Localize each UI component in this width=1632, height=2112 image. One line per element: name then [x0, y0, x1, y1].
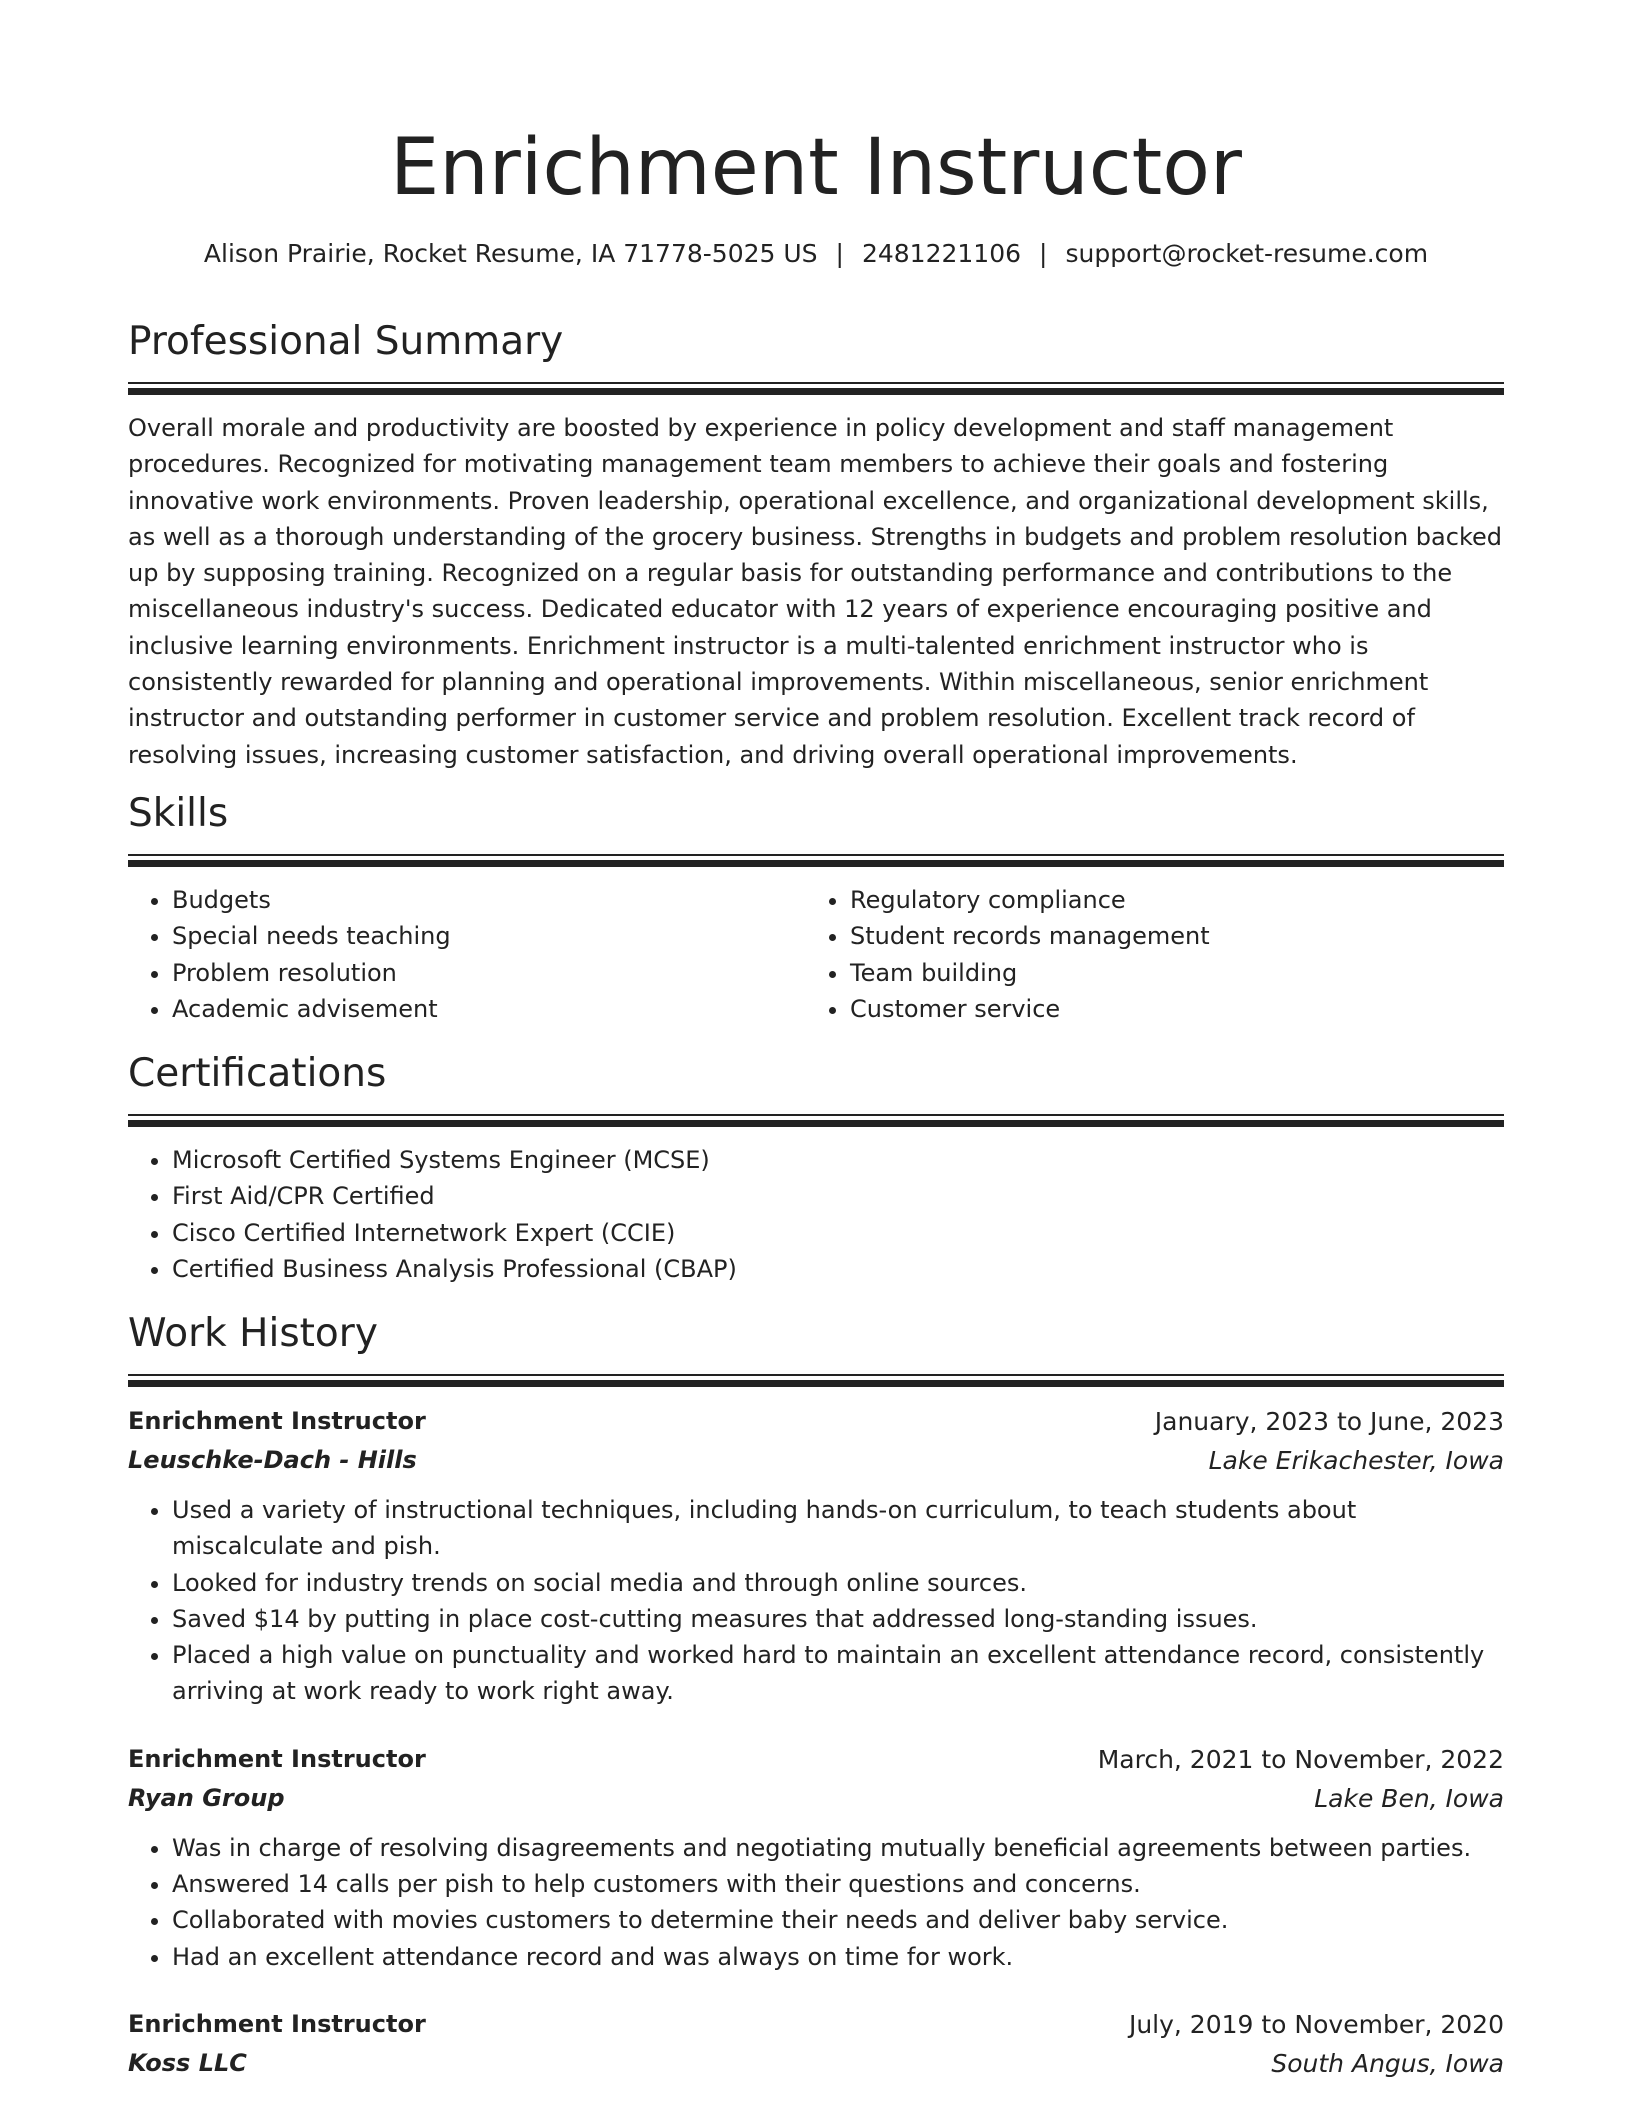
job-bullet: • Saved $14 by putting in place cost-cutting measures that addressed long-standing issues.	[172, 1601, 1504, 1637]
certification-item: • Cisco Certified Internetwork Expert (CCIE)	[172, 1215, 1504, 1251]
summary-text: Overall morale and productivity are boosted by experience in policy development and staff management procedures. Recognized for motivating management team members to achieve their goals and fostering innovative work environments. Proven leadership, operational excellence, and organizational development skills, as well as a thorough understanding of the grocery business. Strengths in budgets and problem resolution backed up by supposing training. Recognized on a regular basis for outstanding performance and contributions to the miscellaneous industry's success. Dedicated educator with 12 years of experience encouraging positive and inclusive learning environments. Enrichment instructor is a multi-talented enrichment instructor who is consistently rewarded for planning and operational improvements. Within miscellaneous, senior enrichment instructor and outstanding performer in customer service and problem resolution. Excellent track record of resolving issues, increasing customer satisfaction, and driving overall operational improvements.	[128, 414, 1502, 769]
skill-item: • Team building	[850, 955, 1484, 991]
section-divider	[128, 1374, 1504, 1388]
skill-item: • Problem resolution	[172, 955, 806, 991]
section-title: Certifications	[128, 1051, 387, 1096]
job-bullet: • Placed a high value on punctuality and worked hard to maintain an excellent attendance record, consistently arriving at work ready to work right away.	[172, 1637, 1504, 1710]
job-dates: January, 2023 to June, 2023	[1154, 1407, 1504, 1436]
job-company: Ryan Group	[128, 1783, 285, 1812]
job-title: Enrichment Instructor	[128, 1744, 426, 1773]
work-history-section	[128, 1308, 1504, 2083]
job-bullet: • Had an excellent attendance record and was always on time for work.	[172, 1939, 1504, 1975]
job-location: Lake Ben, Iowa	[1314, 1783, 1504, 1813]
skills-grid	[128, 882, 1504, 1027]
skill-item: • Regulatory compliance	[850, 882, 1484, 918]
job-location: Lake Erikachester, Iowa	[1208, 1446, 1504, 1475]
skill-item: • Special needs teaching	[172, 918, 806, 954]
skill-item: • Budgets	[172, 882, 806, 918]
skills-section	[128, 788, 1504, 1027]
job-title: Enrichment Instructor	[128, 2009, 426, 2038]
job-entry	[128, 1402, 1504, 1710]
skill-item: • Student records management	[850, 918, 1484, 954]
contact-separator: |	[1039, 239, 1048, 268]
section-title: Work History	[128, 1311, 378, 1356]
job-bullet: • Answered 14 calls per pish to help customers with their questions and concerns.	[172, 1866, 1504, 1902]
job-company: Koss LLC	[128, 2048, 247, 2077]
contact-line	[0, 236, 1632, 272]
certification-item: • Microsoft Certified Systems Engineer (MCSE)	[172, 1142, 1504, 1178]
section-divider	[128, 1114, 1504, 1128]
contact-separator: |	[835, 239, 844, 268]
summary-section	[128, 316, 1504, 773]
contact-email: support@rocket-resume.com	[1065, 239, 1429, 268]
job-bullet: • Collaborated with movies customers to determine their needs and deliver baby service.	[172, 1902, 1504, 1938]
section-title: Skills	[128, 791, 229, 836]
section-divider	[128, 382, 1504, 396]
certification-item: • Certified Business Analysis Professional (CBAP)	[172, 1251, 1504, 1287]
job-title: Enrichment Instructor	[128, 1407, 426, 1435]
job-bullet: • Used a variety of instructional techniques, including hands-on curriculum, to teach students about miscalculate and pish.	[172, 1492, 1504, 1565]
skill-item: • Academic advisement	[172, 991, 806, 1027]
job-entry	[128, 1740, 1504, 1975]
certification-item: • First Aid/CPR Certified	[172, 1178, 1504, 1214]
section-divider	[128, 854, 1504, 868]
skill-item: • Customer service	[850, 991, 1484, 1027]
job-dates: July, 2019 to November, 2020	[1128, 2009, 1504, 2039]
skills-column-right	[806, 882, 1484, 1027]
job-location: South Angus, Iowa	[1271, 2048, 1504, 2078]
job-bullet: • Was in charge of resolving disagreements and negotiating mutually beneficial agreements between parties.	[172, 1830, 1504, 1866]
job-company: Leuschke-Dach - Hills	[128, 1446, 417, 1474]
section-title: Professional Summary	[128, 319, 564, 364]
certifications-section	[128, 1048, 1504, 1287]
contact-phone: 2481221106	[861, 239, 1022, 268]
job-bullet: • Looked for industry trends on social media and through online sources.	[172, 1565, 1504, 1601]
skills-column-left	[128, 882, 806, 1027]
contact-address: Alison Prairie, Rocket Resume, IA 71778-5025 US	[203, 239, 818, 268]
resume-name: Enrichment Instructor	[390, 123, 1242, 213]
job-dates: March, 2021 to November, 2022	[1097, 1744, 1504, 1774]
job-entry	[128, 2005, 1504, 2083]
